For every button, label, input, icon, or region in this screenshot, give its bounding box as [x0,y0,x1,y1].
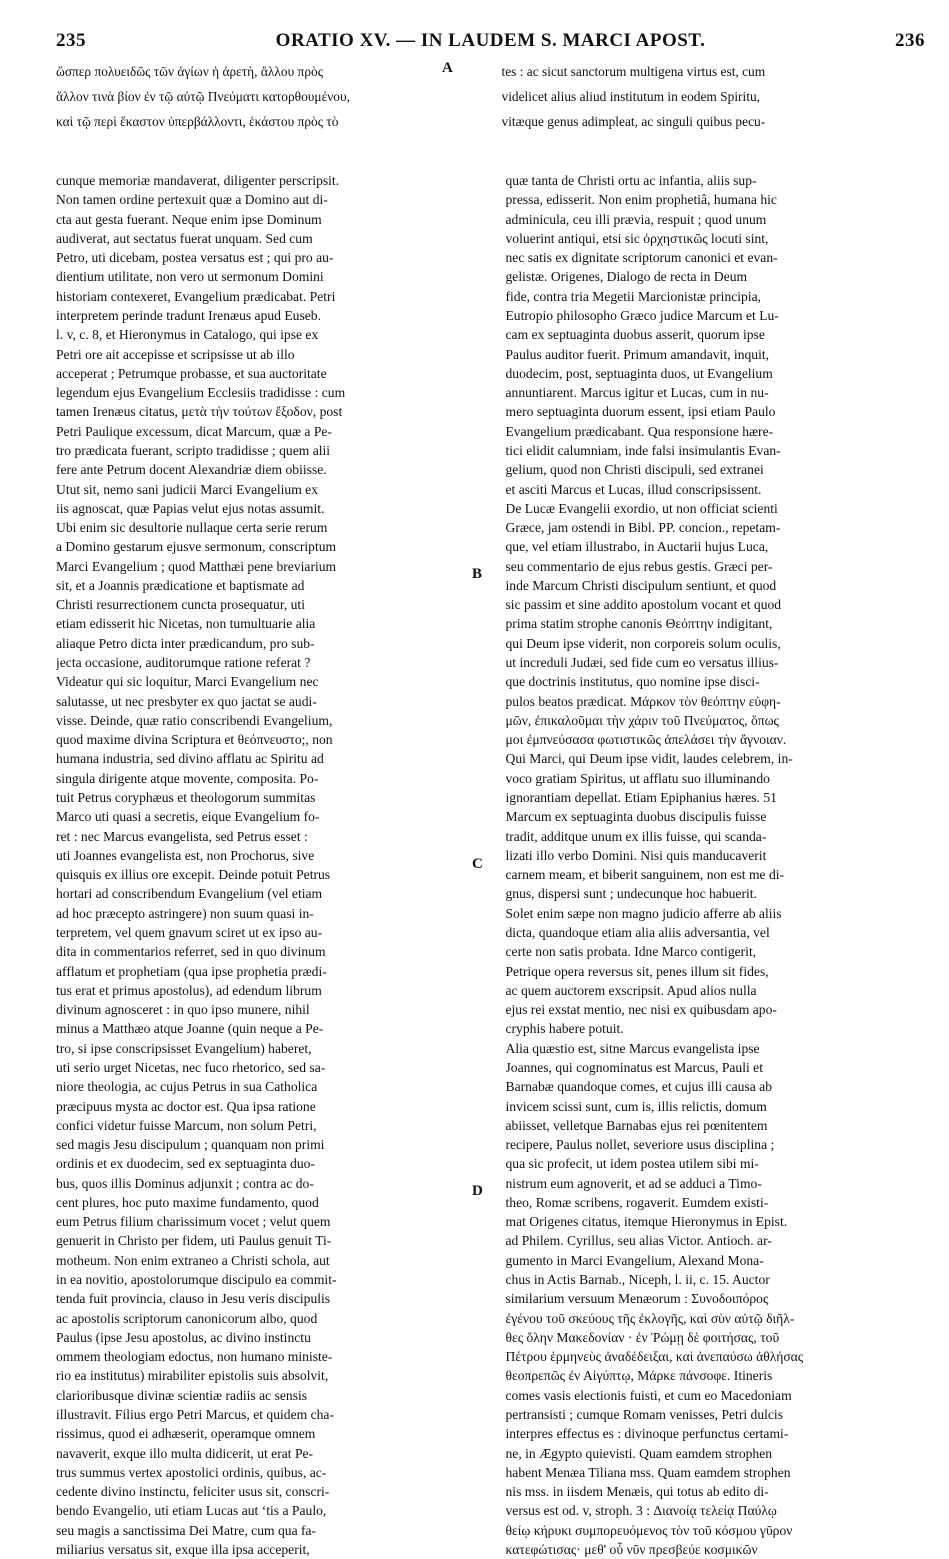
section-gap [56,137,925,171]
text-line: cta aut gesta fuerant. Neque enim ipse Dominum [56,211,322,227]
text-line: hortari ad conscribendum Evangelium (vel etiam [56,886,323,902]
running-header [56,30,925,54]
text-line: gelium, quod non Christi discipuli, sed extranei [505,462,764,478]
text-line: que, vel etiam illustrabo, in Auctarii hujus Luca, [505,539,769,555]
text-line: κατεφώτισας· μεθ' οὗ νῦν πρεσβεύε κοσμικῶν [505,1541,758,1557]
text-line: pulos beatos prædicat. Μάρκον τὸν θεόπτην εὐφη- [505,693,781,709]
text-line: Petri ore ait accepisse et scripsisse ut ab illo [56,346,295,362]
text-line: acceperat ; Petrumque probasse, et sua auctoritate [56,365,327,381]
text-line: afflatum et prophetiam (qua ipse prophetia prædi- [56,963,327,979]
text-line: Petri Paulique excessum, dicat Marcum, quæ a Pe- [56,423,332,439]
text-line: interpretem perinde tradunt Irenæus apud Euseb. [56,307,321,323]
text-line: seu commentario de ejus rebus gestis. Græci per- [505,558,773,574]
text-line: theo, Romæ scribens, rogaverit. Eumdem existi- [505,1194,769,1210]
text-line: ac apostolis scriptorum canonicorum albo, quod [56,1310,318,1326]
text-line: inde Marcum Christi discipulum sentiunt, et quod [505,577,777,593]
text-line: dicta, quandoque etiam alia aliis adversantia, vel [505,924,770,940]
text-line: Solet enim sæpe non magno judicio afferre ab aliis [505,905,782,921]
text-line: minus a Matthæo atque Joanne (quin neque a Pe- [56,1021,324,1037]
text-line: divinum agnosceret : in quo ipso munere, nihil [56,1002,310,1018]
text-line: confici videtur fuisse Marcum, non solum Petri, [56,1117,317,1133]
text-line: cedente divino instinctu, feliciter usus sit, conscri- [56,1484,330,1500]
greek-line: ὥσπερ πολυειδῶς τῶν ἁγίων ἡ ἀρετὴ, ἄλλου πρὸς [56,64,323,79]
greek-line: καὶ τῷ περὶ ἕκαστον ὑπερβάλλοντι, ἑκάστου πρὸς τὸ [56,114,339,129]
text-line: Videatur qui sic loquitur, Marci Evangelium nec [56,674,319,690]
text-line: duodecim, post, septuaginta duos, ut Evangelium [505,365,773,381]
greek-text-column [56,59,486,137]
text-line: legendum ejus Evangelium Ecclesiis tradidisse : cum [56,385,346,401]
left-page-number: 235 [56,30,86,51]
text-line: voluerint antiqui, etsi sic ὀρχηστικῶς locuti sint, [505,230,769,246]
text-line: ordinis et ex duodecim, sed ex septuaginta duo- [56,1156,315,1172]
text-line: Petrique opera reversus sit, penes illum sit fides, [505,963,769,979]
text-line: sic passim et sine addito apostolum vocant et quod [505,597,782,613]
text-line: illustravit. Filius ergo Petri Marcus, et quidem cha- [56,1407,334,1422]
text-line: dita in commentarios referret, sed in quo divinum [56,944,326,960]
text-line: sit, et a Joannis prædicatione et baptismate ad [56,577,305,593]
text-line: rissimus, quod ei adhæserit, operamque omnem [56,1426,316,1442]
text-line: Ubi enim sic desultorie nullaque certa serie rerum [56,520,328,536]
text-line: iis agnoscat, quæ Papias velut ejus notas assumit. [56,500,325,516]
text-line: jecta occasione, auditorumque ratione referat ? [56,655,311,671]
running-title: ORATIO XV. — IN LAUDEM S. MARCI APOST. [275,30,706,51]
text-line: μῶν, ἐπικαλοῦμαι τὴν χάριν τοῦ Πνεύματος, ὅπως [505,712,779,728]
text-line: ad hoc præcepto astringere) non suum quasi in- [56,905,314,921]
text-line: cryphis habere potuit. [505,1021,624,1037]
text-line: Marcum ex septuaginta duobus discipulis fuisse [505,809,767,825]
text-line: seu magis a sanctissima Dei Matre, cum qua fa- [56,1522,317,1538]
greek-line: ἄλλον τινὰ βίον ἐν τῷ αὐτῷ Πνεύματι κατορθουμένου, [56,89,350,104]
text-line: Utut sit, nemo sani judicii Marci Evangelium ex [56,481,319,497]
text-line: trus summus vertex apostolici ordinis, quibus, ac- [56,1464,327,1480]
text-line: nec satis ex dignitate scriptorum canonici et evan- [505,250,778,266]
text-line: ne, in Ægypto quievisti. Quam eamdem strophen [505,1445,773,1461]
text-line: Πέτρου ἑρμηνεὺς ἀναδέδειξαι, καὶ ἀνεπαύσω ἀθλήσας [505,1349,804,1365]
text-line: visse. Deinde, quæ ratio conscribendi Evangelium, [56,712,333,728]
text-line: interpres effectus es : divinoque perfunctus certami- [505,1426,789,1442]
text-line: sed magis Jesu discipulum ; quanquam non primi [56,1137,325,1153]
text-line: clarioribusque divinæ scientiæ radiis ac sensis [56,1387,308,1403]
text-line: fere ante Petrum docent Alexandriæ diem obiisse. [56,462,327,478]
text-line: eum Petrus filium charissimum vocet ; velut quem [56,1214,331,1230]
margin-letter-d: D [472,1183,483,1199]
text-line: ac quem auctorem exscripsit. Apud alios nulla [505,982,757,998]
text-line: tamen Irenæus citatus, μετὰ τὴν τούτων ἔξοδον, post [56,404,343,420]
text-line: Paulus auditor fuerit. Primum amandavit, inquit, [505,346,770,362]
text-line: mat Origenes citatus, itemque Hieronymus in Epist. [505,1214,788,1230]
text-line: dientium utilitate, non vero ut sermonum Domini [56,269,324,285]
text-line: gumento in Marci Evangelium, Alexand Mona- [505,1252,764,1268]
text-line: similarium versuum Menæorum : Συνοδοιπόρος [505,1291,769,1307]
text-line: cunque memoriæ mandaverat, diligenter perscripsit. [56,173,340,188]
text-line: pressa, edisserit. Non enim prophetiâ, humana hic [505,192,777,208]
text-line: historiam contexeret, Evangelium prædicabat. Petri [56,288,336,304]
text-line: tuit Petrus coryphæus et theologorum summitas [56,790,316,805]
text-line: humana industria, sed divino afflatu ac Spiritu ad [56,751,324,767]
margin-letter-a: A [442,60,453,76]
latin-translation-column [486,59,926,137]
text-line: μοι ἐμπνεύσασα φωτιστικῶς ἀπελάσει τὴν ἄγνοιαν. [505,732,787,748]
translation-line: vitæque genus adimpleat, ac singuli quibus pecu- [501,114,766,129]
text-line: tro prædicata fuerant, scripto tradidisse ; quem alii [56,442,331,458]
text-line: ret : nec Marcus evangelista, sed Petrus esset : [56,828,308,844]
text-line: Eutropio philosopho Græco judice Marcum et Lu- [505,307,779,323]
text-line: motheum. Non enim extraneo a Christi schola, aut [56,1252,330,1268]
translation-line: tes : ac sicut sanctorum multigena virtus est, cum [501,64,766,79]
text-line: quod maxime divina Scriptura et θεόπνευστο;, non [56,732,333,748]
text-line: ejus rei exstat mentio, nec nisi ex quibusdam apo- [505,1002,777,1018]
text-line: carnem meam, et biberit sanguinem, non est me di- [505,867,785,883]
text-line: ignorantiam depellat. Etiam Epiphanius hæres. 51 [505,790,777,805]
text-line: Græce, jam ostendi in Bibl. PP. concion., repetam- [505,520,781,536]
text-line: Joannes, qui cognominatus est Marcus, Pauli et [505,1059,763,1075]
text-line: De Lucæ Evangelii exordio, ut non officiat scienti [505,500,778,516]
text-line: θες ὅλην Μακεδονίαν · ἐν Ῥώμῃ δὲ φοιτήσας, τοῦ [505,1329,780,1345]
text-line: ut increduli Judæi, sed fide cum eo versatus illius- [505,655,779,671]
text-line: genuerit in Christo per fidem, uti Paulus genuit Ti- [56,1233,332,1249]
text-line: annuntiarent. Marcus igitur et Lucas, cum in nu- [505,385,769,401]
text-line: ad Philem. Cyrillus, seu alias Victor. Antioch. ar- [505,1233,772,1249]
text-line: θεοπρεπῶς ἐν Αἰγύπτῳ, Μάρκε πάνσοφε. Itineris [505,1368,773,1384]
text-line: Non tamen ordine pertexuit quæ a Domino aut di- [56,192,328,208]
text-line: tus erat et primus apostolus), ad edendum librum [56,982,322,998]
text-line: qui Deum ipse viderit, non corporeis solum oculis, [505,635,781,651]
text-line: rio ea institutus) mirabiliter epistolis suis absolvit, [56,1368,329,1384]
text-line: salutasse, ut nec presbyter ex quo jactat se audi- [56,693,317,709]
text-line: nis mss. in iisdem Menæis, qui totus ab edito di- [505,1484,769,1500]
text-line: tenda fuit provincia, clauso in Jesu veris discipulis [56,1291,331,1307]
text-line: aliaque Petro dicta inter prædicandum, pro sub- [56,635,315,651]
text-line: prima statim strophe canonis Θεόπτην indigitant, [505,616,773,632]
text-line: tici elidit calumniam, inde falsi insimulantis Evan- [505,442,781,458]
text-line: tro, si ipse conscripsisset Evangelium) haberet, [56,1040,312,1056]
right-page-number: 236 [895,30,925,51]
text-line: θείῳ κήρυκι συμπορευόμενος τὸν τοῦ κόσμου γῦρον [505,1522,793,1538]
text-line: Paulus (ipse Jesu apostolus, ac divino instinctu [56,1329,311,1345]
text-line: Evangelium prædicabant. Qua responsione hære- [505,423,774,439]
margin-letter-c: C [472,856,483,872]
text-line: gnus, dispersi sunt ; undecunque hoc habuerit. [505,886,757,902]
text-line: præcipuus mysta ac doctor est. Qua ipsa ratione [56,1098,316,1114]
text-line: comes vasis electionis fuisti, et cum eo Macedoniam [505,1387,792,1403]
text-line: etiam edisserit hic Nicetas, non tumultuarie alia [56,616,316,632]
text-line: voco gratiam Spiritus, ut afflatu suo illuminando [505,770,770,786]
text-line: cam ex septuaginta duobus asserit, quorum ipse [505,327,765,343]
text-line: bendo Evangelio, uti etiam Lucas aut ‘tis a Paulo, [56,1503,327,1519]
text-line: nistrum eum agnoverit, et ad se adduci a Timo- [505,1175,762,1191]
text-line: uti serio urget Nicetas, nec fuco rhetorico, sed sa- [56,1059,326,1075]
greek-parallel-block [56,59,925,137]
text-line: bus, quos illis Dominus adjunxit ; contra ac do- [56,1175,314,1191]
text-line: ommem theologiam edoctus, non humano ministe- [56,1349,333,1365]
text-line: mero septuaginta duorum essent, ipsi etiam Paulo [505,404,776,420]
text-line: invicem scissi sunt, cum is, illis relictis, domum [505,1098,767,1114]
commentary-columns [56,171,925,1559]
text-line: adminicula, ceu illi prævia, respuit ; quod unum [505,211,767,227]
right-text-column [486,171,926,1559]
text-line: et asciti Marcus et Lucas, illud conscripsissent. [505,481,762,497]
text-line: tradit, additque unum ex illis fuisse, qui scanda- [505,828,767,844]
text-line: navaverit, exque illo multa didicerit, ut erat Pe- [56,1445,314,1461]
text-line: Marco uti quasi a secretis, eique Evangelium fo- [56,809,320,825]
text-line: Christi resurrectionem cuncta prosequatur, uti [56,597,305,613]
text-line: Marci Evangelium ; quod Matthæi pene breviarium [56,558,337,574]
text-line: miliarius versatus sit, exque illa ipsa acceperit, [56,1541,310,1557]
text-line: l. v, c. 8, et Hieronymus in Catalogo, qui ipse ex [56,327,319,343]
text-line: singula dirigente atque movente, composita. Po- [56,770,319,786]
text-line: gelistæ. Origenes, Dialogo de recta in Deum [505,269,748,285]
text-line: audiverat, aut sectatus fuerat unquam. Sed cum [56,230,313,246]
text-line: versus est od. v, stroph. 3 : Διανοίᾳ τελείᾳ Παύλῳ [505,1503,777,1519]
text-line: Petro, uti dicebam, postea versatus est ; qui pro au- [56,250,334,266]
text-line: in ea novitio, apostolorumque discipulo ea commit- [56,1272,337,1288]
text-line: fide, contra tria Megetii Marcionistæ principia, [505,288,762,304]
left-text-column [56,171,486,1559]
translation-line: videlicet alius aliud institutum in eodem Spiritu, [501,89,760,104]
margin-letter-b: B [472,566,483,582]
text-line: qua sic profecit, ut idem postea utilem sibi mi- [505,1156,759,1172]
text-line: ἐγένου τοῦ σκεύους τῆς ἐκλογῆς, καὶ σὺν αὐτῷ διῆλ- [505,1310,795,1326]
text-line: habent Menæa Tiliana mss. Quam eamdem strophen [505,1464,791,1480]
text-line: que doctrinis institutus, quo nomine ipse disci- [505,674,760,690]
text-line: niore theologia, ac cujus Petrus in sua Catholica [56,1079,318,1095]
text-line: chus in Actis Barnab., Niceph, l. ii, c. 15. Auctor [505,1272,770,1288]
text-line: quæ tanta de Christi ortu ac infantia, aliis sup- [505,173,757,188]
text-line: certe non satis probata. Idne Marco contigerit, [505,944,757,960]
text-line: pertransisti ; cumque Romam venisses, Petri dulcis [505,1407,783,1422]
text-line: recipere, Paulus nollet, severiore usus disciplina ; [505,1137,775,1153]
text-line: Alia quæstio est, sitne Marcus evangelista ipse [505,1040,760,1056]
text-line: Barnabæ quandoque comes, et cujus illi causa ab [505,1079,773,1095]
text-line: lizati illo verbo Domini. Nisi quis manducaverit [505,847,767,863]
text-line: a Domino gestarum ejusve sermonum, conscriptum [56,539,337,555]
text-line: quisquis ex illius ore excepit. Deinde potuit Petrus [56,867,331,883]
text-line: cent plures, hoc puto maxime fundamento, quod [56,1194,319,1210]
text-line: terpretem, vel quem gnavum sciret ut ex ipso au- [56,924,323,940]
text-line: uti Joannes evangelista est, non Prochorus, sive [56,847,315,863]
text-line: Qui Marci, qui Deum ipse vidit, laudes celebrem, in- [505,751,793,767]
text-line: abiisset, velletque Barnabas ejus rei pœnitentem [505,1117,768,1133]
